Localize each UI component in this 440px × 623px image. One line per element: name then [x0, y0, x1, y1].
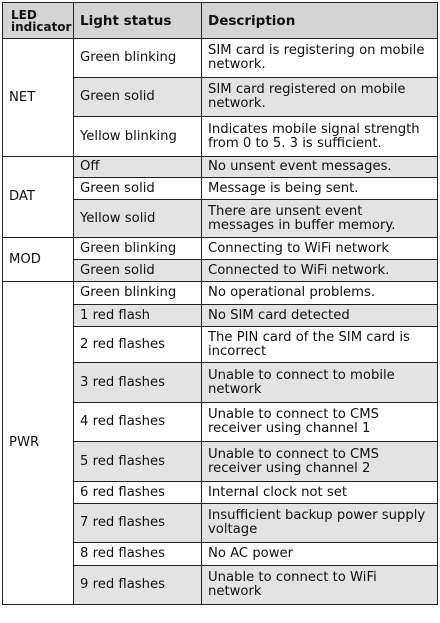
light-status-cell: 8 red flashes: [74, 543, 202, 566]
light-status-cell: 6 red flashes: [74, 482, 202, 504]
description-cell: Indicates mobile signal strength from 0 to 5. 3 is sufficient.: [202, 117, 438, 157]
description-cell: Unable to connect to CMS receiver using channel 2: [202, 442, 438, 482]
light-status-cell: Green blinking: [74, 282, 202, 305]
light-status-cell: Green solid: [74, 178, 202, 200]
light-status-cell: Green blinking: [74, 39, 202, 78]
light-status-cell: 7 red flashes: [74, 504, 202, 543]
table-row: [3, 39, 438, 78]
light-status-cell: Green solid: [74, 78, 202, 117]
group-label-dat: DAT: [3, 157, 74, 238]
light-status-cell: Yellow solid: [74, 200, 202, 238]
description-cell: Connected to WiFi network.: [202, 260, 438, 282]
description-cell: SIM card is registering on mobile network.: [202, 39, 438, 78]
group-label-net: NET: [3, 39, 74, 157]
light-status-cell: 1 red flash: [74, 305, 202, 327]
description-cell: Unable to connect to CMS receiver using channel 1: [202, 403, 438, 442]
description-cell: Insufficient backup power supply voltage: [202, 504, 438, 543]
table-row: [3, 157, 438, 178]
light-status-cell: Off: [74, 157, 202, 178]
led-indicator-table: [2, 2, 438, 605]
description-cell: Unable to connect to mobile network: [202, 363, 438, 403]
description-cell: SIM card registered on mobile network.: [202, 78, 438, 117]
description-cell: No unsent event messages.: [202, 157, 438, 178]
description-cell: No SIM card detected: [202, 305, 438, 327]
group-label-mod: MOD: [3, 238, 74, 282]
light-status-cell: Yellow blinking: [74, 117, 202, 157]
header-led-line2: indicator: [11, 19, 72, 34]
light-status-cell: 2 red flashes: [74, 327, 202, 363]
description-cell: The PIN card of the SIM card is incorrect: [202, 327, 438, 363]
description-cell: There are unsent event messages in buffer memory.: [202, 200, 438, 238]
light-status-cell: 9 red flashes: [74, 566, 202, 605]
light-status-cell: 3 red flashes: [74, 363, 202, 403]
light-status-cell: Green blinking: [74, 238, 202, 260]
light-status-cell: Green solid: [74, 260, 202, 282]
header-description: Description: [202, 3, 438, 39]
header-light-status: Light status: [74, 3, 202, 39]
table-row: [3, 238, 438, 260]
table-row: [3, 282, 438, 305]
description-cell: No AC power: [202, 543, 438, 566]
description-cell: Unable to connect to WiFi network: [202, 566, 438, 605]
header-row: [3, 3, 438, 39]
header-led-line1: LED: [11, 7, 37, 22]
header-led-indicator: [3, 3, 74, 39]
description-cell: Message is being sent.: [202, 178, 438, 200]
light-status-cell: 5 red flashes: [74, 442, 202, 482]
light-status-cell: 4 red flashes: [74, 403, 202, 442]
description-cell: Internal clock not set: [202, 482, 438, 504]
description-cell: Connecting to WiFi network: [202, 238, 438, 260]
group-label-pwr: PWR: [3, 282, 74, 605]
description-cell: No operational problems.: [202, 282, 438, 305]
